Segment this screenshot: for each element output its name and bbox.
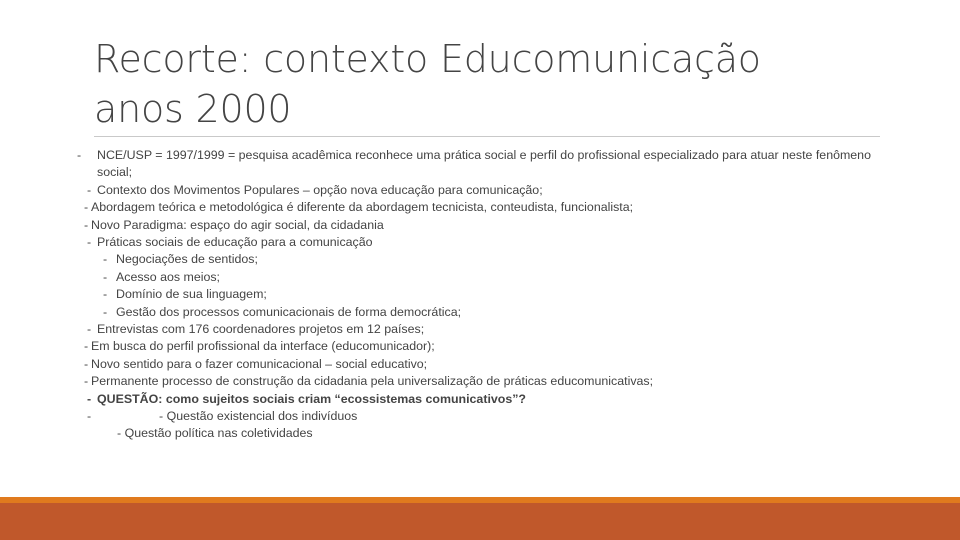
list-item-question: - QUESTÃO: como sujeitos sociais criam “ecossistemas comunicativos”? [84, 391, 884, 408]
list-item: - Novo sentido para o fazer comunicacional – social educativo; [84, 356, 884, 373]
bullet-dash: - [84, 200, 89, 215]
bullet-dash: - [103, 287, 108, 302]
sub-list-item: - Domínio de sua linguagem; [84, 286, 884, 303]
sub-list-item: - Acesso aos meios; [84, 269, 884, 286]
list-item: - Práticas sociais de educação para a comunicação [84, 234, 884, 251]
list-item: - Permanente processo de construção da cidadania pela universalização de práticas educomunicativas; [84, 373, 884, 390]
sub-list-item: - Questão política nas coletividades [117, 426, 313, 441]
slide-body [77, 147, 884, 443]
bullet-dash: - [87, 321, 92, 336]
footer-bar [0, 503, 960, 540]
title-line-1: Recorte: contexto Educomunicação [94, 37, 761, 81]
list-item: - Entrevistas com 176 coordenadores projetos em 12 países; [84, 321, 884, 338]
list-item: - Novo Paradigma: espaço do agir social, da cidadania [84, 217, 884, 234]
list-item: - - Questão existencial dos indivíduos [84, 408, 884, 425]
bullet-dash: - [87, 234, 92, 249]
bullet-dash: - [84, 339, 89, 354]
sub-list-item: - Gestão dos processos comunicacionais de forma democrática; [84, 304, 884, 321]
list-item: - NCE/USP = 1997/1999 = pesquisa acadêmica reconhece uma prática social e perfil do profissional especializado para atuar neste fenômeno social; [77, 148, 871, 180]
bullet-dash: - [87, 391, 92, 406]
bullet-dash: - [87, 182, 92, 197]
bullet-dash: - [103, 252, 108, 267]
bullet-dash: - [103, 304, 108, 319]
bullet-dash: - [103, 269, 108, 284]
bullet-dash: - [77, 148, 82, 162]
list-item: - Em busca do perfil profissional da interface (educomunicador); [84, 338, 884, 355]
bullet-dash: - [87, 408, 92, 423]
list-item: - Contexto dos Movimentos Populares – opção nova educação para comunicação; [84, 182, 884, 199]
bullet-dash: - [84, 356, 89, 371]
title-divider [94, 136, 880, 137]
list-item: - Abordagem teórica e metodológica é diferente da abordagem tecnicista, conteudista, funcionalista; [84, 199, 884, 216]
sub-list-item: - Negociações de sentidos; [84, 251, 884, 268]
bullet-dash: - [84, 217, 89, 232]
bullet-dash: - [84, 374, 89, 389]
slide-title [94, 34, 894, 134]
title-line-2: anos 2000 [94, 87, 292, 131]
